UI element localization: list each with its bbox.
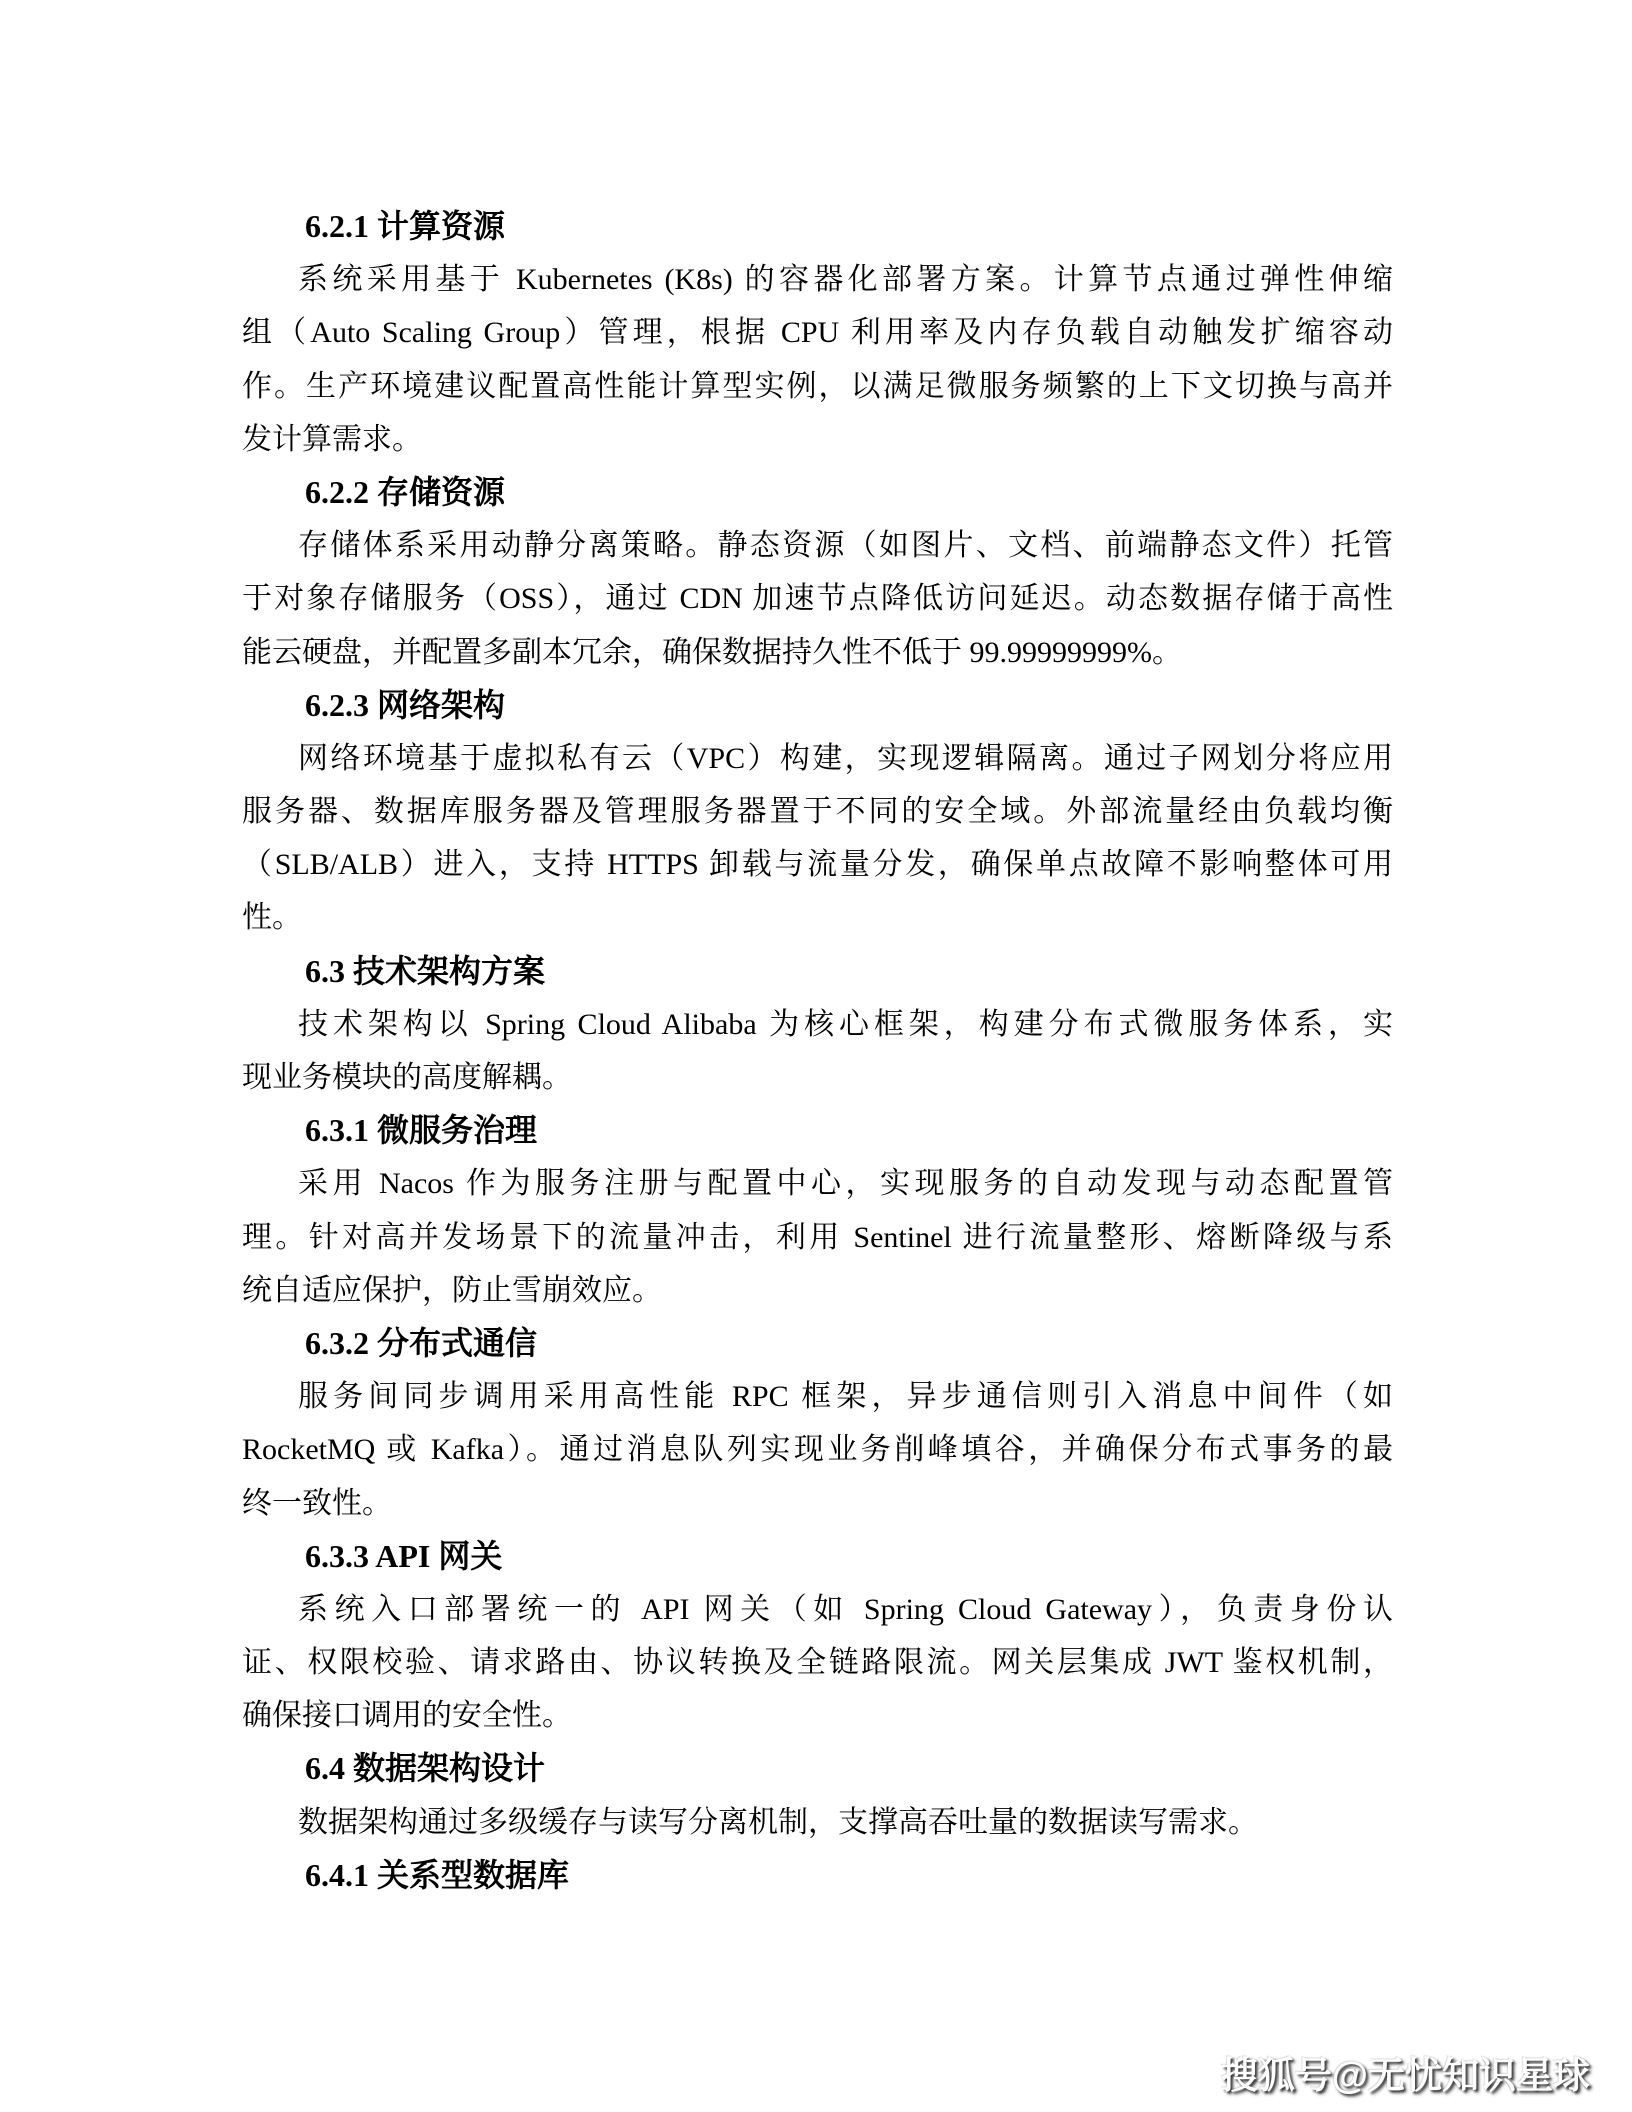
heading-6-4-1: 6.4.1 关系型数据库: [305, 1856, 570, 1893]
paragraph-line: 系统采用基于 Kubernetes (K8s) 的容器化部署方案。计算节点通过弹性伸缩: [298, 263, 1393, 297]
paragraph-line: 网络环境基于虚拟私有云（VPC）构建，实现逻辑隔离。通过子网划分将应用: [298, 741, 1393, 775]
paragraph-line: 组（Auto Scaling Group）管理，根据 CPU 利用率及内存负载自动触发扩缩容动: [242, 316, 1393, 350]
paragraph-line: 作。生产环境建议配置高性能计算型实例，以满足微服务频繁的上下文切换与高并: [242, 369, 1393, 403]
paragraph-line: 发计算需求。: [242, 422, 422, 456]
paragraph-line: 统自适应保护，防止雪崩效应。: [242, 1273, 662, 1307]
paragraph-line: 证、权限校验、请求路由、协议转换及全链路限流。网关层集成 JWT 鉴权机制，: [242, 1646, 1393, 1680]
paragraph-line: 性。: [242, 901, 302, 935]
paragraph-line: 技术架构以 Spring Cloud Alibaba 为核心框架，构建分布式微服务体系，实: [298, 1007, 1393, 1041]
heading-6-3-1: 6.3.1 微服务治理: [305, 1112, 538, 1149]
paragraph-line: 确保接口调用的安全性。: [242, 1699, 572, 1733]
paragraph-line: 理。针对高并发场景下的流量冲击，利用 Sentinel 进行流量整形、熔断降级与系: [242, 1220, 1393, 1254]
paragraph-line: 数据架构通过多级缓存与读写分离机制，支撑高吞吐量的数据读写需求。: [298, 1805, 1258, 1839]
paragraph-line: 系统入口部署统一的 API 网关（如 Spring Cloud Gateway），负责身份认: [298, 1592, 1393, 1626]
paragraph-line: RocketMQ 或 Kafka）。通过消息队列实现业务削峰填谷，并确保分布式事务的最: [242, 1433, 1393, 1467]
paragraph-line: 采用 Nacos 作为服务注册与配置中心，实现服务的自动发现与动态配置管: [298, 1167, 1393, 1201]
document-body: [242, 200, 1393, 1902]
heading-6-3: 6.3 技术架构方案: [305, 952, 546, 989]
paragraph-line: 现业务模块的高度解耦。: [242, 1061, 572, 1094]
paragraph-line: 存储体系采用动静分离策略。静态资源（如图片、文档、前端静态文件）托管: [298, 529, 1393, 563]
paragraph-line: 服务间同步调用采用高性能 RPC 框架，异步通信则引入消息中间件（如: [298, 1380, 1393, 1414]
paragraph-line: 于对象存储服务（OSS），通过 CDN 加速节点降低访问延迟。动态数据存储于高性: [242, 582, 1393, 616]
heading-6-4: 6.4 数据架构设计: [305, 1750, 546, 1787]
heading-6-3-2: 6.3.2 分布式通信: [305, 1324, 538, 1361]
paragraph-line: 服务器、数据库服务器及管理服务器置于不同的安全域。外部流量经由负载均衡: [242, 795, 1393, 829]
paragraph-line: （SLB/ALB）进入，支持 HTTPS 卸载与流量分发，确保单点故障不影响整体可用: [242, 848, 1393, 882]
heading-6-3-3: 6.3.3 API 网关: [305, 1537, 503, 1574]
heading-6-2-1: 6.2.1 计算资源: [305, 208, 506, 244]
heading-6-2-3: 6.2.3 网络架构: [305, 686, 506, 723]
watermark: 搜狐号@无忧知识星球: [1220, 2055, 1590, 2096]
paragraph-line: 能云硬盘，并配置多副本冗余，确保数据持久性不低于 99.99999999%。: [242, 635, 1182, 669]
paragraph-line: 终一致性。: [242, 1486, 392, 1520]
heading-6-2-2: 6.2.2 存储资源: [305, 473, 506, 510]
